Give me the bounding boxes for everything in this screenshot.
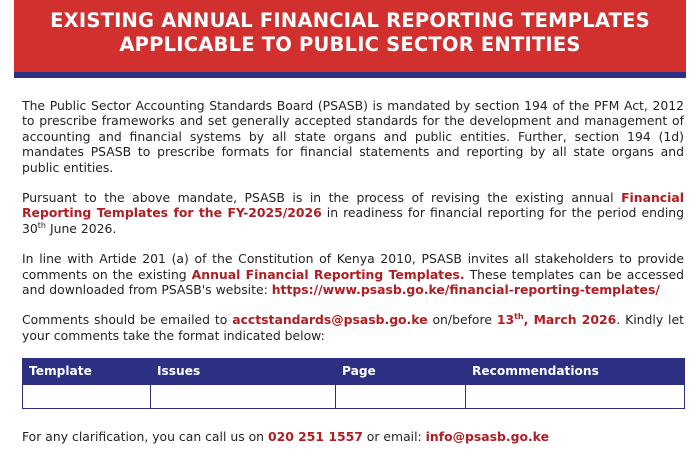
comments-text-2: on/before (427, 312, 497, 328)
revision-text: Pursuant to the above mandate, PSASB is in the process of revising the existing annual (22, 190, 622, 206)
contact-text: For any clarification, you can call us on (22, 429, 268, 445)
table-cell (23, 385, 151, 409)
standards-email-link[interactable]: acctstandards@psasb.go.ke (232, 312, 428, 328)
table-header-row (23, 359, 685, 385)
revision-text-end: June 2026. (46, 220, 117, 236)
deadline-date (497, 312, 616, 327)
templates-highlight: Annual Financial Reporting Templates. (191, 266, 465, 282)
paragraph-contact (22, 429, 684, 444)
comments-text-3: . Kindly let your comments take the format indicated below: (22, 312, 684, 343)
notice-body (22, 98, 684, 460)
table-cell (336, 385, 466, 409)
title-banner (14, 0, 686, 78)
paragraph-revision (22, 190, 684, 236)
paragraph-invitation (22, 251, 684, 297)
header-recommendations: Recommendations (466, 359, 685, 385)
phone-number[interactable]: 020 251 1557 (267, 429, 363, 445)
header-template: Template (23, 359, 151, 385)
banner-title-line-1: EXISTING ANNUAL FINANCIAL REPORTING TEMPLATES (50, 9, 650, 32)
header-page: Page (336, 359, 466, 385)
contact-text-2: or email: (362, 429, 426, 445)
paragraph-comments (22, 312, 684, 343)
comments-format-table (22, 358, 685, 409)
deadline-ordinal: th (514, 312, 524, 322)
deadline-month-year: , March 2026 (523, 312, 617, 328)
banner-title-line-2: APPLICABLE TO PUBLIC SECTOR ENTITIES (119, 33, 581, 56)
info-email-link[interactable]: info@psasb.go.ke (425, 429, 549, 445)
table-cell (151, 385, 336, 409)
templates-fy-highlight: Financial Reporting Templates for the FY-2025/2026 (22, 190, 684, 221)
table-cell (466, 385, 685, 409)
invitation-text-2: These templates can be accessed and downloaded from PSASB's website: (22, 266, 684, 298)
revision-text-2: in readiness for financial reporting for the period ending 30 (22, 205, 684, 236)
deadline-day: 13 (496, 312, 515, 328)
header-issues: Issues (151, 359, 336, 385)
comments-text: Comments should be emailed to (22, 312, 233, 328)
paragraph-mandate: The Public Sector Accounting Standards Board (PSASB) is mandated by section 194 of the PFM Act, 2012 to prescribe frameworks and set generally accepted standards for the development and management of accounting and financial systems by all state organs and public entities. Further, section 194 (1d) mandates PSASB to prescribe formats for financial statements and reporting by all state organs and public entities. (22, 98, 684, 175)
ordinal-suffix: th (37, 220, 46, 230)
website-link[interactable]: https://www.psasb.go.ke/financial-reporting-templates/ (271, 282, 660, 298)
table-row (23, 385, 685, 409)
invitation-text: In line with Artide 201 (a) of the Constitution of Kenya 2010, PSASB invites all stakeholders to provide comments on the existing (22, 251, 684, 282)
